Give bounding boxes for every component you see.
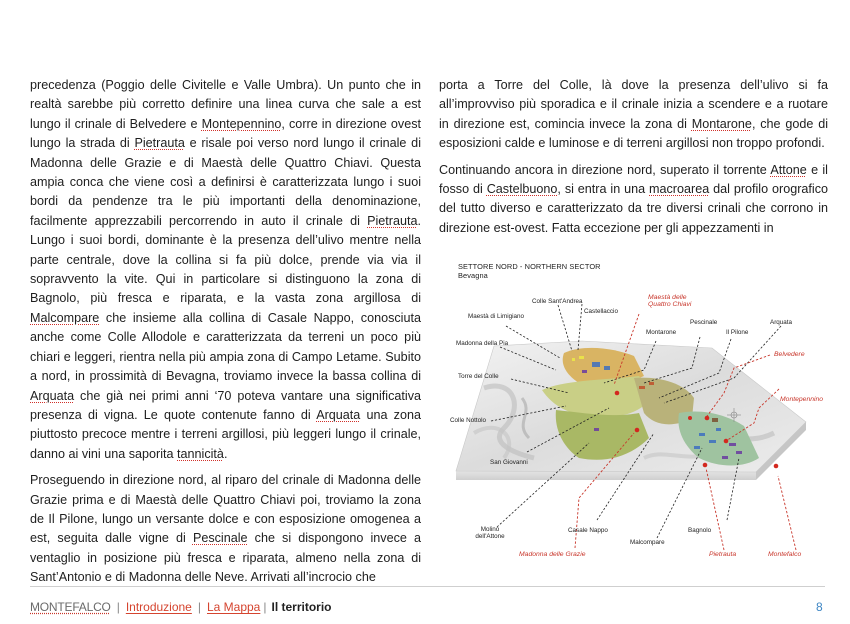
label-maesta-quattro-chiavi: Maestà delle Quattro Chiavi [648,294,692,309]
spellcheck-word: Arquata [30,388,75,403]
spellcheck-word: Attone [770,162,807,177]
label-belvedere: Belvedere [774,351,805,358]
spellcheck-word: Montarone [691,116,752,131]
terrain-map-graphic [444,258,840,564]
spellcheck-word: Pescinale [192,531,248,546]
breadcrumb-separator: | [116,600,120,614]
label-san-giovanni: San Giovanni [490,459,528,466]
spellcheck-word: macroarea [649,182,710,197]
spellcheck-word: tannicità [177,446,224,461]
breadcrumb-separator: | [197,600,201,614]
footer-breadcrumb [30,600,332,614]
spellcheck-word: Montepennino [201,116,282,131]
label-bagnolo: Bagnolo [688,527,712,534]
right-text-column [439,76,828,245]
spellcheck-word: Arquata [316,407,361,422]
label-montarone: Montarone [646,329,677,336]
breadcrumb-current: Il territorio [271,600,332,614]
paragraph: porta a Torre del Colle, là dove la presenza dell’ulivo si fa all’improvviso più sporadica e il crinale inizia a scendere e a ruotare in direzione est, comincia invece la zona di Montarone, che gode di esposizioni calde e luminose e di terreni argillosi non troppo profondi. [439,78,828,151]
northern-sector-map [444,258,840,564]
label-torre-del-colle: Torre del Colle [458,373,499,380]
label-casale-nappo: Casale Nappo [568,527,608,534]
breadcrumb-link-la-mappa[interactable]: La Mappa [206,600,261,614]
label-pietrauta: Pietrauta [709,551,737,558]
label-madonna-delle-grazie: Madonna delle Grazie [519,551,586,558]
label-arquata: Arquata [770,319,793,326]
paragraph: precedenza (Poggio delle Civitelle e Valle Umbra). Un punto che in realtà sarebbe più corretto definire una linea curva che sale a est lungo il crinale di Belvedere e Montepennino, corre in direzione ovest lungo la strada di Pietrauta e risale poi verso nord lungo il crinale di Madonna delle Grazie e di Maestà delle Quattro Chiavi. Questa ampia conca che viene così a definirsi è caratterizzata lungo i suoi bordi da pendenze tra le più importanti della denominazione, facilmente apprezzabili percorrendo in auto il crinale di Pietrauta. Lungo i suoi bordi, dominante è la presenza dell’ulivo mentre nella parte centrale, dove la collina si fa più dolce, prende via via il sopravvento la vite. Qui in particolare si distinguono la zona di Bagnolo, più fresca e riparata, e la vasta zona argillosa di Malcompare che insieme alla collina di Casale Nappo, conosciuta anche come Colle Allodole e caratterizzata da terreni un poco più chiari e leggeri, rientra nella più ampia zona di Campo Letame. Subito a nord, in prossimità di Bevagna, troviamo invece la bassa collina di Arquata che già nei primi anni ‘70 poteva vantare una significativa presenza di vigna. Le quote contenute fanno di Arquata una zona piuttosto precoce mentre i terreni argillosi, più leggeri lungo il crinale, danno ai vini una saporita tannicità. [30,78,421,461]
paragraph: Proseguendo in direzione nord, al riparo del crinale di Madonna delle Grazie prima e di Maestà delle Quattro Chiavi poi, troviamo la zona de Il Pilone, lungo un versante dolce e con esposizione omogenea a est, seguita dalle vigne di Pescinale che si dispongono invece a ventaglio in posizione più fresca e riparata, almeno nella zona di Sant’Antonio e di Madonna delle Neve. Arrivati all’incrocio che [30,473,421,585]
breadcrumb-link-introduzione[interactable]: Introduzione [125,600,192,614]
label-montepennino: Montepennino [780,396,824,403]
label-castellaccio: Castellaccio [584,308,618,315]
brand-name: MONTEFALCO [30,600,111,614]
breadcrumb-separator: | [263,600,267,614]
label-il-pilone: Il Pilone [726,329,749,336]
label-molino-dell-attone: Molino dell'Attone [475,526,505,541]
label-malcompare: Malcompare [630,539,665,546]
label-madonna-pia: Madonna della Pia [456,340,509,347]
label-montefalco: Montefalco [768,551,802,558]
footer-divider [30,586,825,587]
spellcheck-word: Pietrauta [367,213,418,228]
spellcheck-word: Malcompare [30,310,100,325]
spellcheck-word: Castelbuono [486,182,558,197]
map-title: SETTORE NORD - NORTHERN SECTOR Bevagna [458,262,601,280]
label-colle-nottolo: Colle Nottolo [450,417,487,424]
page-number: 8 [816,600,823,614]
left-text-column [30,76,421,595]
spellcheck-word: Pietrauta [134,136,185,151]
paragraph: Continuando ancora in direzione nord, superato il torrente Attone e il fosso di Castelbuono, si entra in una macroarea dal profilo orografico del tutto diverso e caratterizzato da tre diversi crinali che corrono in direzione est-ovest. Fatta eccezione per gli appezzamenti in [439,162,829,235]
label-maesta-limigiano: Maestà di Limigiano [468,313,525,320]
label-pescinale: Pescinale [690,319,718,326]
label-colle-sant-andrea: Colle Sant'Andrea [532,298,583,305]
